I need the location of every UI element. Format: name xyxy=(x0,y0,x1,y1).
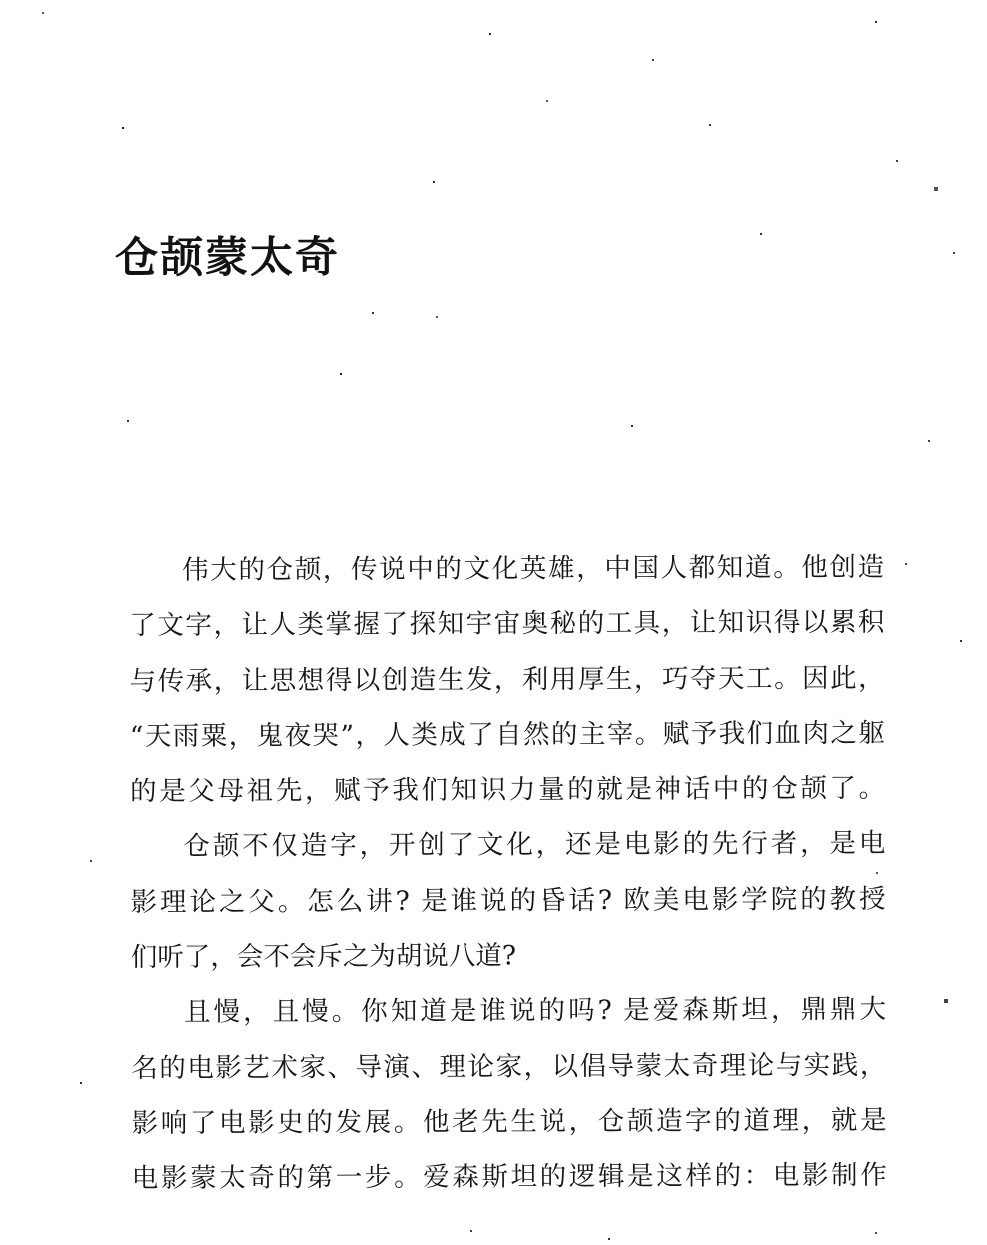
text-line: 了文字，让人类掌握了探知宇宙奥秘的工具，让知识得以累积 xyxy=(129,607,885,642)
text-line: 电影蒙太奇的第一步。爱森斯坦的逻辑是这样的：电影制作 xyxy=(131,1159,887,1195)
text-line: 影响了电影史的发展。他老先生说，仓颉造字的道理，就是 xyxy=(131,1104,887,1139)
text-line: 们听了，会不会斥之为胡说八道? xyxy=(130,940,517,974)
text-line: 伟大的仓颉，传说中的文化英雄，中国人都知道。他创造 xyxy=(182,551,885,586)
text-line: 的是父母祖先，赋予我们知识力量的就是神话中的仓颉了。 xyxy=(130,772,886,808)
text-line: 与传承，让思想得以创造生发，利用厚生，巧夺天工。因此， xyxy=(129,662,885,697)
text-line: 且慢，且慢。你知道是谁说的吗? 是爱森斯坦，鼎鼎大 xyxy=(183,994,887,1029)
text-line: 影理论之父。怎么讲? 是谁说的昏话? 欧美电影学院的教授 xyxy=(130,883,886,918)
body-text-block xyxy=(129,540,887,1207)
scan-noise-specks xyxy=(0,0,2,2)
text-line: 仓颉不仅造字，开创了文化，还是电影的先行者，是电 xyxy=(183,828,886,863)
text-line: “天雨粟，鬼夜哭”，人类成了自然的主宰。赋予我们血肉之躯 xyxy=(129,717,885,752)
chapter-title: 仓颉蒙太奇 xyxy=(114,232,341,284)
text-line: 名的电影艺术家、导演、理论家，以倡导蒙太奇理论与实践， xyxy=(131,1049,887,1084)
